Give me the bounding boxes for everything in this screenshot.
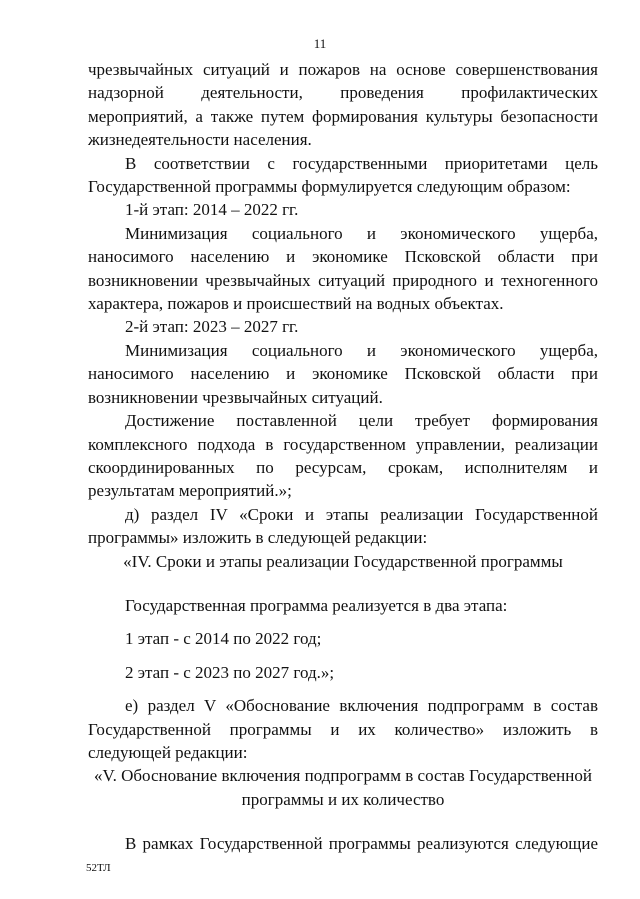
paragraph-approach: Достижение поставленной цели требует формирования комплексного подхода в государственном управлении, реализации скоординированных по ресурсам, срокам, исполнителям и результатам мероприятий.»; — [88, 411, 598, 501]
stages-intro: Государственная программа реализуется в два этапа: — [125, 595, 508, 615]
stage-1-goal: Минимизация социального и экономического ущерба, наносимого населению и экономике Псковской области при возникновении чрезвычайных ситуаций природного и техногенного характера, пожаров и происшествий на водных объектах. — [88, 223, 598, 314]
stage-1-heading: 1-й этап: 2014 – 2022 гг. — [125, 200, 299, 220]
stage-2-heading: 2-й этап: 2023 – 2027 гг. — [125, 317, 299, 337]
page-number: 11 — [313, 36, 327, 51]
section-v-heading: «V. Обоснование включения подпрограмм в состав Государственной программы и их количество — [94, 766, 592, 809]
amendment-e: е) раздел V «Обоснование включения подпрограмм в состав Государственной программы и их количество» изложить в следующей редакции: — [88, 696, 598, 762]
paragraph-continuation: чрезвычайных ситуаций и пожаров на основе совершенствования надзорной деятельности, проведения профилактических мероприятий, а также путем формирования культуры безопасности жизнедеятельности населения. — [88, 60, 598, 150]
document-code: 52ТЛ — [86, 862, 111, 874]
amendment-d: д) раздел IV «Сроки и этапы реализации Государственной программы» изложить в следующей редакции: — [88, 504, 598, 548]
stage-2-period: 2 этап - с 2023 по 2027 год.»; — [125, 662, 335, 682]
paragraph-goal-intro: В соответствии с государственными приоритетами цель Государственной программы формулируется следующим образом: — [88, 153, 598, 197]
stage-1-period: 1 этап - с 2014 по 2022 год; — [125, 629, 322, 649]
stage-2-goal: Минимизация социального и экономического ущерба, наносимого населению и экономике Псковской области при возникновении чрезвычайных ситуаций. — [88, 340, 598, 407]
document-body — [88, 58, 598, 856]
section-iv-heading: «IV. Сроки и этапы реализации Государственной программы — [123, 551, 563, 571]
paragraph-subprograms: В рамках Государственной программы реализуются следующие — [125, 834, 598, 854]
